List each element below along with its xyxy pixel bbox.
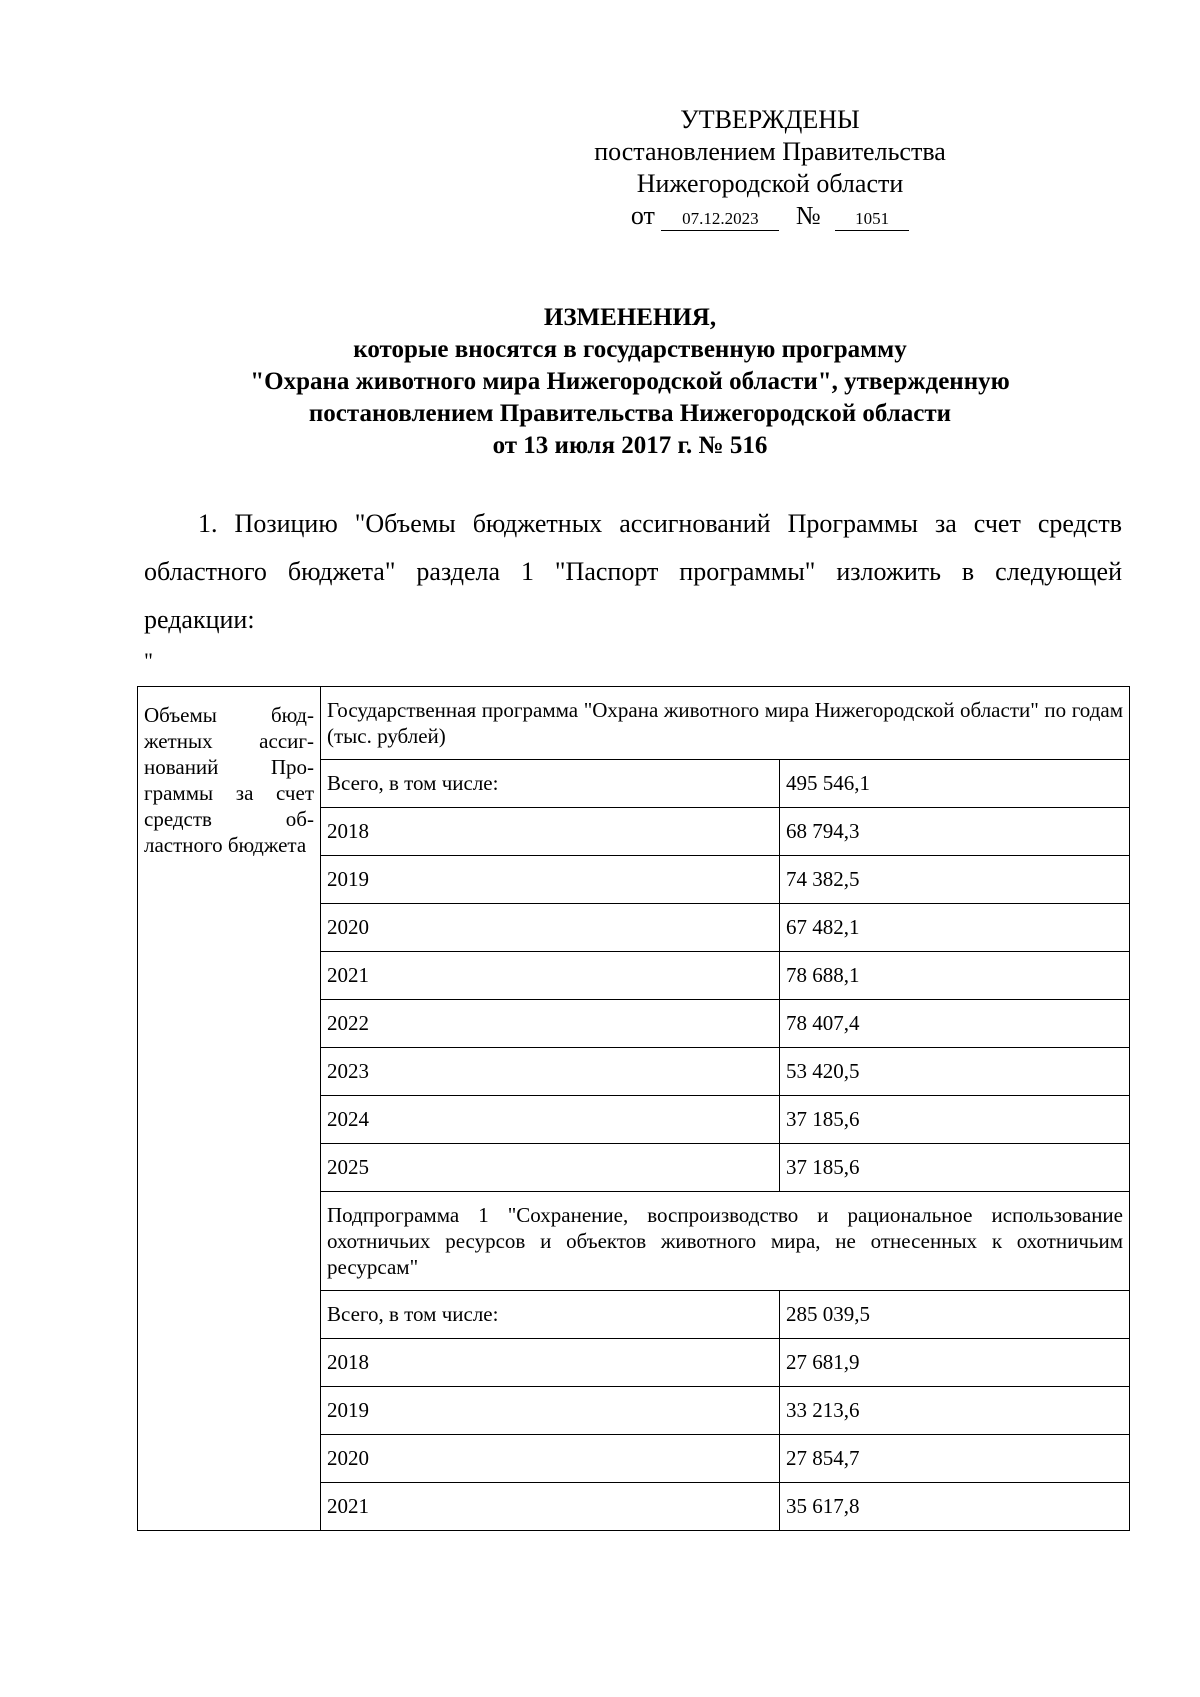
approval-date: 07.12.2023: [661, 208, 779, 231]
approval-block: [560, 104, 980, 232]
approval-line-region: Нижегородской области: [636, 169, 904, 198]
program-value: 37 185,6: [780, 1096, 1130, 1144]
program-value: 74 382,5: [780, 856, 1130, 904]
title-line-2: которые вносятся в государственную программу: [353, 336, 907, 363]
approval-line-resolution: постановлением Правительства: [594, 137, 946, 166]
program-year: 2024: [321, 1096, 780, 1144]
program-total-label: Всего, в том числе:: [321, 760, 780, 808]
title-line-5: от 13 июля 2017 г. № 516: [492, 432, 768, 459]
subprogram-value: 27 854,7: [780, 1435, 1130, 1483]
subprogram-year: 2020: [321, 1435, 780, 1483]
approval-number-sign: №: [795, 201, 821, 230]
program-value: 78 688,1: [780, 952, 1130, 1000]
title-line-1: ИЗМЕНЕНИЯ,: [543, 304, 717, 331]
program-year: 2021: [321, 952, 780, 1000]
program-value: 53 420,5: [780, 1048, 1130, 1096]
title-line-3: "Охрана животного мира Нижегородской области", утвержденную: [250, 368, 1010, 395]
position-label: Объемы бюджетных ассигнований Программы за счет средств областного бюджета: [138, 687, 321, 1531]
subprogram-header: Подпрограмма 1 "Сохранение, воспроизводство и рациональное использование охотничьих ресурсов и объектов животного мира, не отнесенных к охотничьим ресурсам": [321, 1192, 1130, 1291]
subprogram-total-label: Всего, в том числе:: [321, 1291, 780, 1339]
quote-open-mark: ": [144, 648, 153, 673]
approval-number: 1051: [835, 208, 909, 231]
subprogram-value: 35 617,8: [780, 1483, 1130, 1531]
program-year: 2018: [321, 808, 780, 856]
program-year: 2023: [321, 1048, 780, 1096]
subprogram-total-value: 285 039,5: [780, 1291, 1130, 1339]
approval-heading: УТВЕРЖДЕНЫ: [680, 105, 860, 134]
passport-table: [137, 686, 1130, 1531]
document-title: [140, 302, 1120, 462]
program-year: 2020: [321, 904, 780, 952]
approval-ot-label: от: [630, 201, 655, 230]
program-value: 68 794,3: [780, 808, 1130, 856]
program-year: 2019: [321, 856, 780, 904]
program-year: 2022: [321, 1000, 780, 1048]
table-row: [138, 687, 1130, 760]
subprogram-year: 2021: [321, 1483, 780, 1531]
subprogram-value: 27 681,9: [780, 1339, 1130, 1387]
program-value: 67 482,1: [780, 904, 1130, 952]
approval-date-line: [560, 200, 980, 232]
subprogram-year: 2018: [321, 1339, 780, 1387]
subprogram-year: 2019: [321, 1387, 780, 1435]
title-line-4: постановлением Правительства Нижегородской области: [308, 400, 952, 427]
program-value: 37 185,6: [780, 1144, 1130, 1192]
subprogram-value: 33 213,6: [780, 1387, 1130, 1435]
program-header: Государственная программа "Охрана животного мира Нижегородской области" по годам (тыс. рублей): [321, 687, 1130, 760]
program-year: 2025: [321, 1144, 780, 1192]
paragraph-1: 1. Позицию "Объемы бюджетных ассигнований Программы за счет средств областного бюджета" раздела 1 "Паспорт программы" изложить в следующей редакции:: [144, 509, 1122, 634]
program-value: 78 407,4: [780, 1000, 1130, 1048]
program-total-value: 495 546,1: [780, 760, 1130, 808]
